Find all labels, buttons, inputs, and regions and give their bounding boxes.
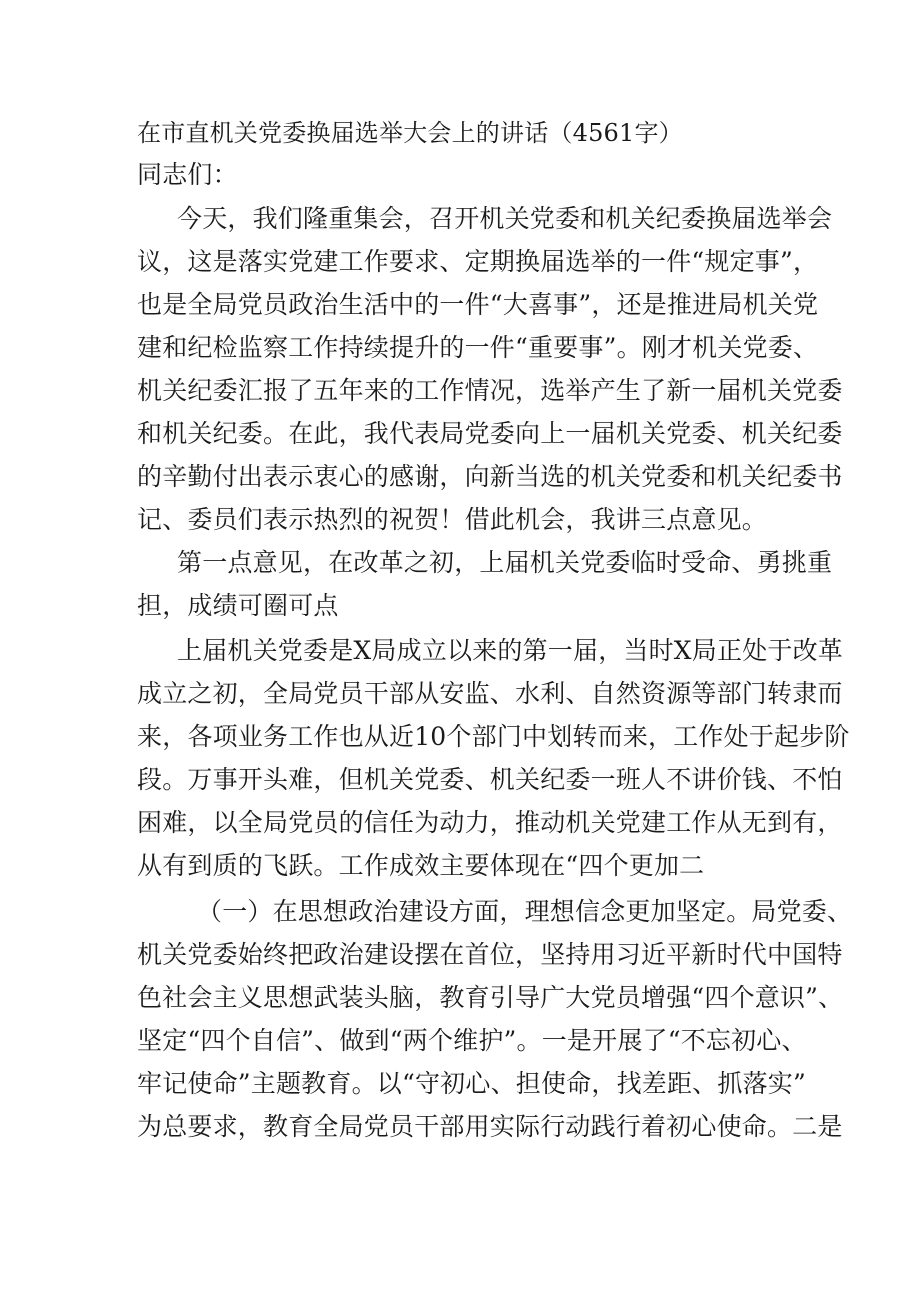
section-heading-line: 担，成绩可圈可点 [137, 591, 339, 620]
subsection-line: （一）在思想政治建设方面，理想信念更加坚定。局党委、 [197, 897, 853, 926]
paragraph-line: 机关党委始终把政治建设摆在首位，坚持用习近平新时代中国特 [137, 940, 843, 969]
paragraph-line: 困难，以全局党员的信任为动力，推动机关党建工作从无到有， [137, 808, 843, 837]
paragraph-line: 建和纪检监察工作持续提升的一件“重要事”。刚才机关党委、 [137, 333, 819, 362]
paragraph-line: 上届机关党委是X局成立以来的第一届，当时X局正处于改革 [177, 636, 843, 665]
paragraph-line: 来，各项业务工作也从近10个部门中划转而来，工作处于起步阶 [137, 722, 850, 751]
salutation: 同志们： [137, 160, 238, 189]
document-title: 在市直机关党委换届选举大会上的讲话（4561字） [137, 119, 683, 147]
paragraph-line: 坚定“四个自信”、做到“两个维护”。一是开展了“不忘初心、 [137, 1026, 807, 1055]
paragraph-line: 今天，我们隆重集会，召开机关党委和机关纪委换届选举会 [177, 204, 833, 233]
paragraph-line: 段。万事开头难，但机关党委、机关纪委一班人不讲价钱、不怕 [137, 765, 843, 794]
paragraph-line: 机关纪委汇报了五年来的工作情况，选举产生了新一届机关党委 [137, 376, 843, 405]
paragraph-line: 议，这是落实党建工作要求、定期换届选举的一件“规定事”， [137, 247, 819, 276]
paragraph-line: 色社会主义思想武装头脑，教育引导广大党员增强“四个意识”、 [137, 983, 844, 1012]
paragraph-line: 也是全局党员政治生活中的一件“大喜事”，还是推进局机关党 [137, 290, 819, 319]
paragraph-line: 的辛勤付出表示衷心的感谢，向新当选的机关党委和机关纪委书 [137, 462, 843, 491]
paragraph-line: 和机关纪委。在此，我代表局党委向上一届机关党委、机关纪委 [137, 419, 843, 448]
section-heading-line: 第一点意见，在改革之初，上届机关党委临时受命、勇挑重 [177, 548, 833, 577]
paragraph-line: 牢记使命”主题教育。以“守初心、担使命，找差距、抓落实” [137, 1069, 806, 1098]
paragraph-line: 从有到质的飞跃。工作成效主要体现在“四个更加二 [137, 851, 705, 880]
paragraph-line: 成立之初，全局党员干部从安监、水利、自然资源等部门转隶而 [137, 679, 843, 708]
paragraph-line: 为总要求，教育全局党员干部用实际行动践行着初心使命。二是 [137, 1112, 843, 1141]
paragraph-line: 记、委员们表示热烈的祝贺！借此机会，我讲三点意见。 [137, 505, 768, 534]
